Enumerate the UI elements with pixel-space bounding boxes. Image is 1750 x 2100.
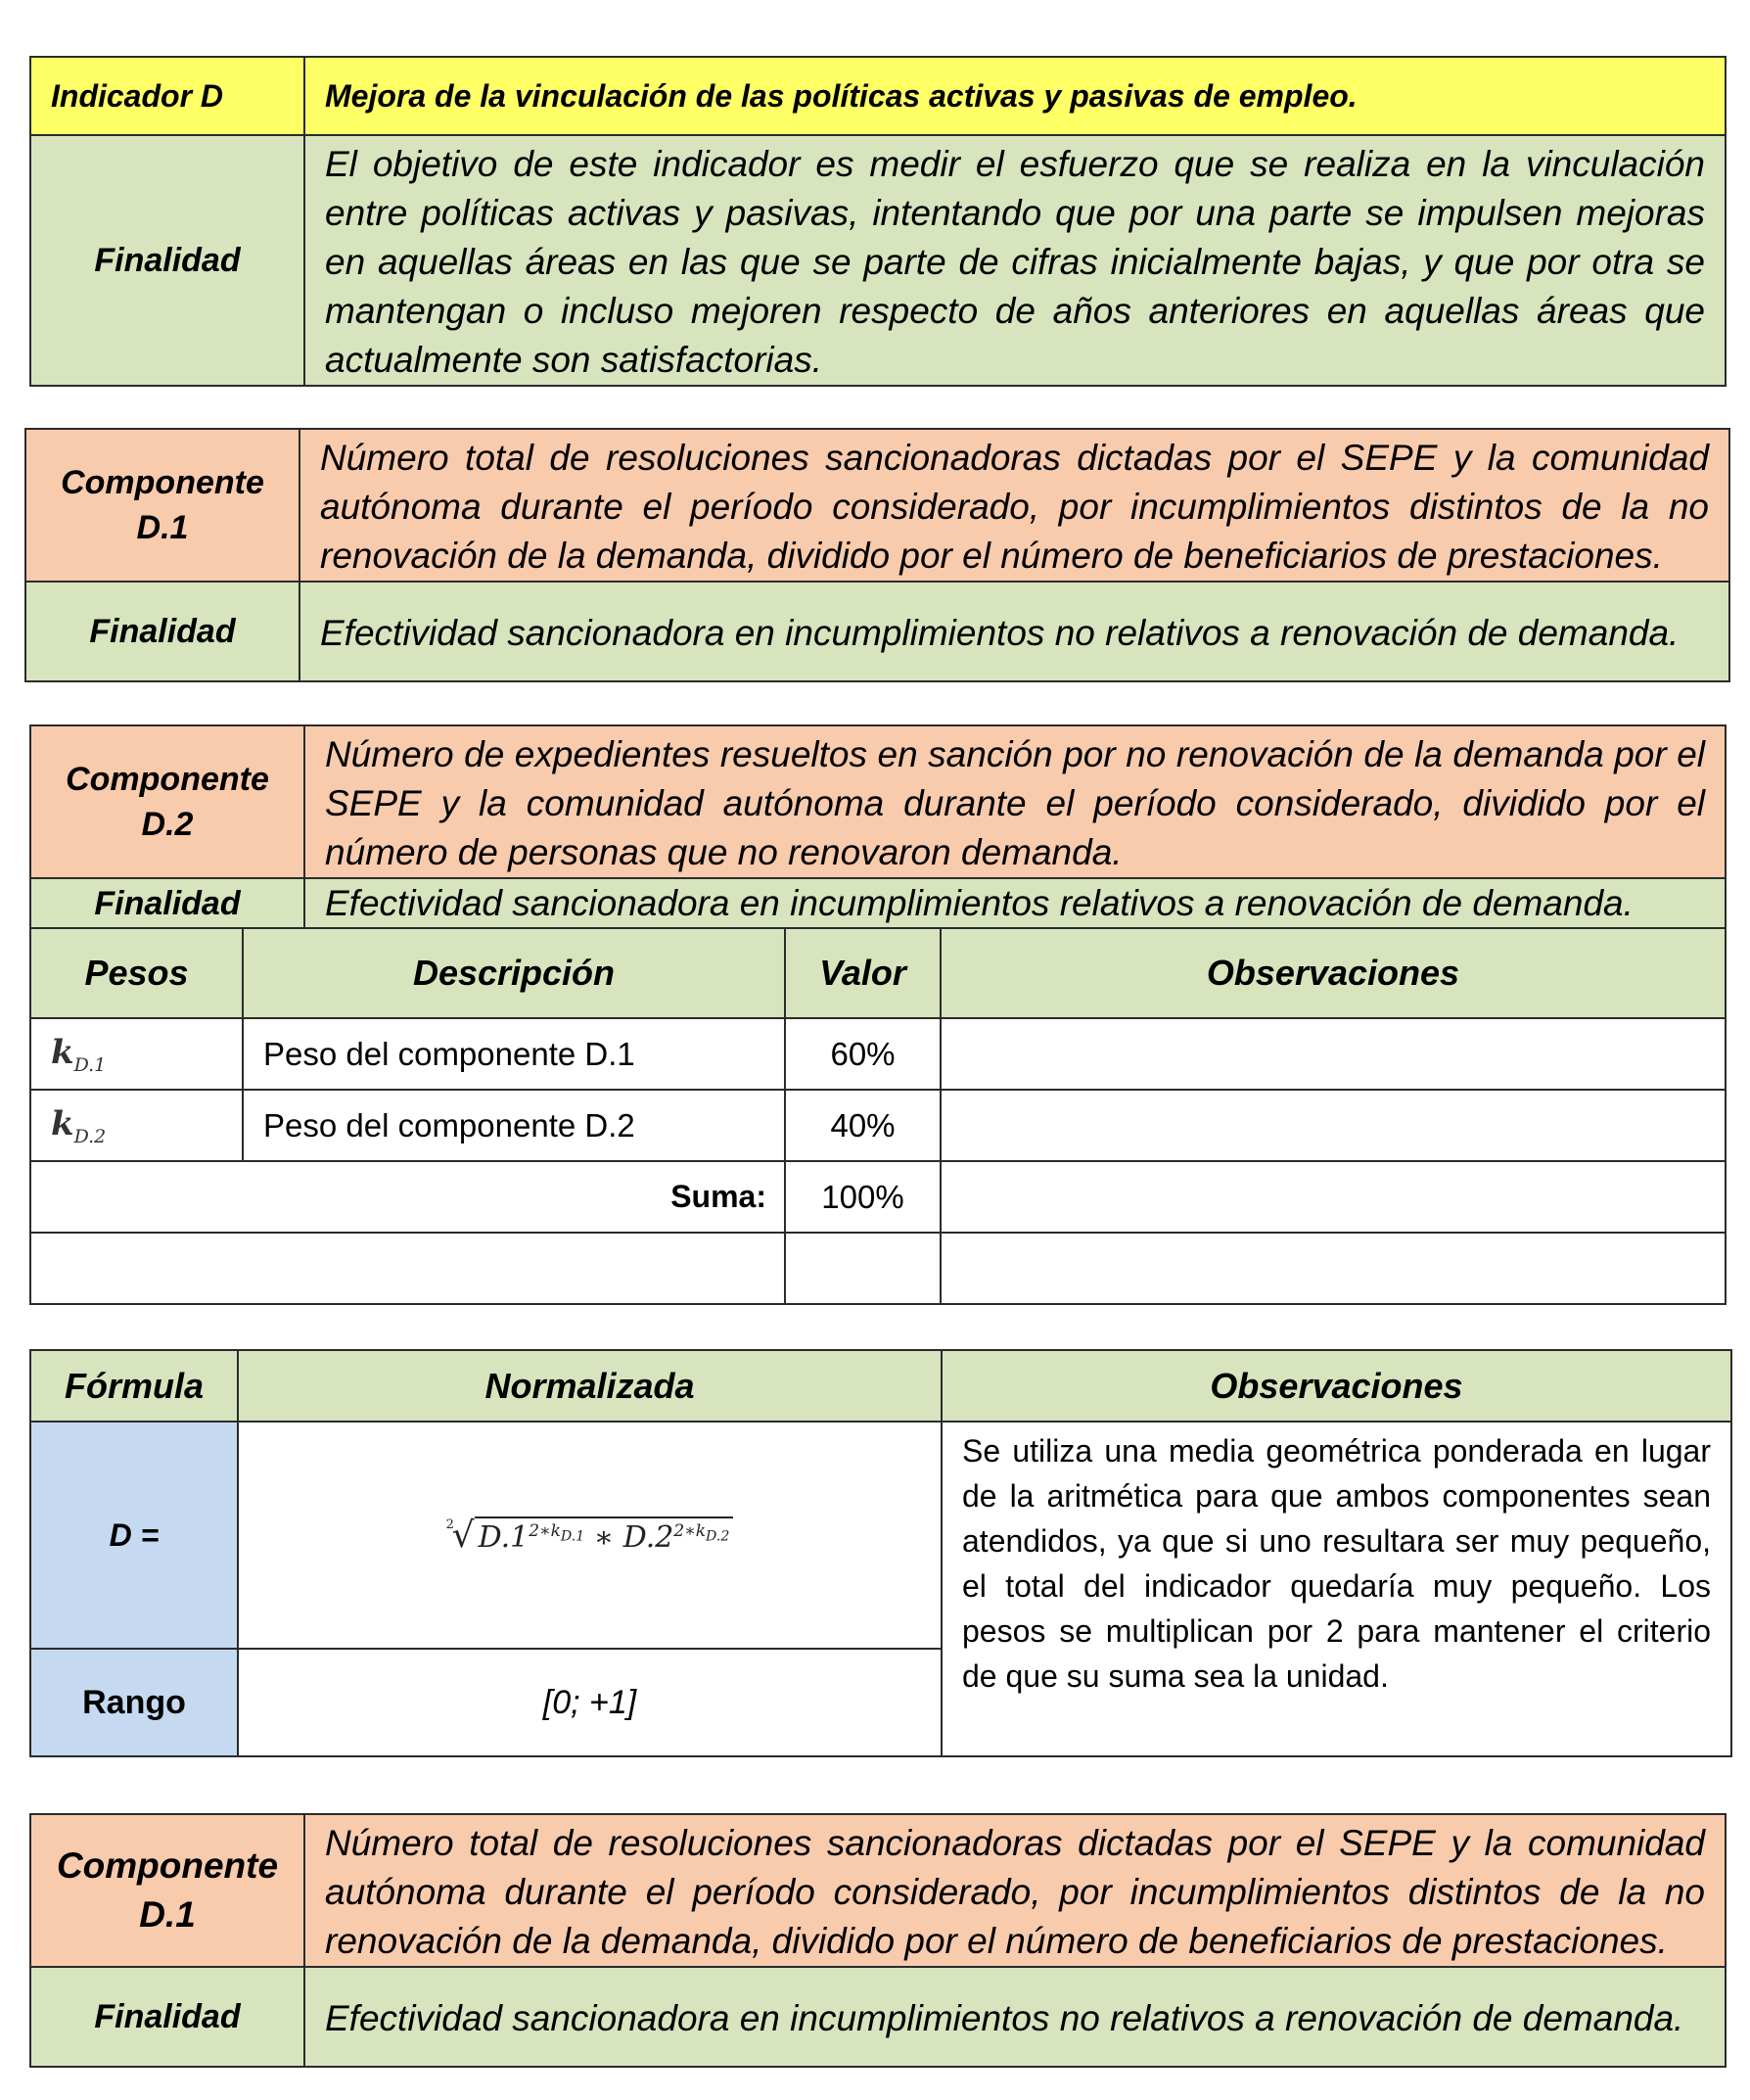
weight-value: 40% — [785, 1090, 941, 1161]
component-d2-purpose-text: Efectividad sancionadora en incumplimientos relativos a renovación de demanda. — [304, 878, 1726, 929]
component-d1-bottom-purpose-label: Finalidad — [30, 1967, 304, 2067]
weights-header-descripcion: Descripción — [243, 928, 785, 1018]
component-d1-bottom-text: Número total de resoluciones sancionadoras dictadas por el SEPE y la comunidad autónoma durante el período considerado, por incumplimientos distintos de la no renovación de la demanda, dividido por el número de beneficiarios de prestaciones. — [304, 1814, 1726, 1967]
component-label-line2: D.1 — [136, 509, 189, 546]
component-label-line1: Componente — [66, 761, 269, 798]
component-d1-bottom-label — [30, 1814, 304, 1967]
component-d1-top-text: Número total de resoluciones sancionadoras dictadas por el SEPE y la comunidad autónoma durante el período considerado, por incumplimientos distintos de la no renovación de la demanda, dividido por el número de beneficiarios de prestaciones. — [299, 429, 1729, 582]
indicator-purpose-label: Finalidad — [30, 135, 304, 386]
weights-table — [29, 927, 1727, 1305]
indicator-label: Indicador D — [30, 57, 304, 135]
component-d1-top-purpose-label: Finalidad — [25, 582, 299, 681]
indicator-purpose-text: El objetivo de este indicador es medir el esfuerzo que se realiza en la vinculación entre políticas activas y pasivas, intentando que por una parte se impulsen mejoras en aquellas áreas en las que se parte de cifras inicialmente bajas, y que por otra se mantengan o incluso mejoren respecto de años anteriores en aquellas áreas que actualmente son satisfactorias. — [304, 135, 1726, 386]
table-row — [30, 1018, 1726, 1090]
component-d1-bottom-purpose-text: Efectividad sancionadora en incumplimientos no relativos a renovación de demanda. — [304, 1967, 1726, 2067]
formula-header-normalizada: Normalizada — [238, 1350, 942, 1422]
radical-icon: √ — [451, 1515, 475, 1556]
component-d2-table — [29, 724, 1727, 930]
component-label-line1: Componente — [56, 1845, 279, 1886]
range-value: [0; +1] — [238, 1649, 942, 1756]
empty-row — [30, 1233, 1726, 1304]
formula-header-formula: Fórmula — [30, 1350, 238, 1422]
weight-symbol-kd2: $k_{D.2}$ — [30, 1090, 243, 1161]
sum-label: Suma: — [30, 1161, 785, 1233]
component-d1-top-table — [24, 428, 1730, 682]
geometric-mean-formula: 2 √ $D.1^{2∗k_{D.1}}$ ∗ $D.2^{2∗k_{D.2}}$ — [446, 1516, 734, 1556]
weight-description: Peso del componente D.2 — [243, 1090, 785, 1161]
formula-expression — [238, 1422, 942, 1649]
component-label-line2: D.2 — [141, 806, 194, 843]
component-d2-label — [30, 725, 304, 878]
component-d2-text: Número de expedientes resueltos en sanción por no renovación de la demanda por el SEPE y la comunidad autónoma durante el período considerado, dividido por el número de personas que no renovaron demanda. — [304, 725, 1726, 878]
formula-table — [29, 1349, 1732, 1757]
sum-notes — [941, 1161, 1726, 1233]
weight-value: 60% — [785, 1018, 941, 1090]
range-label: Rango — [30, 1649, 238, 1756]
component-d1-bottom-table — [29, 1813, 1727, 2068]
formula-d-label: D = — [30, 1422, 238, 1649]
indicator-table — [29, 56, 1727, 387]
weight-notes — [941, 1018, 1726, 1090]
empty-cell — [785, 1233, 941, 1304]
weights-header-observaciones: Observaciones — [941, 928, 1726, 1018]
weight-description: Peso del componente D.1 — [243, 1018, 785, 1090]
formula-notes: Se utiliza una media geométrica ponderada en lugar de la aritmética para que ambos componentes sean atendidos, ya que si uno resultara ser muy pequeño, el total del indicador quedaría muy pequeño. Los pesos se multiplican por 2 para mantener el criterio de que su suma sea la unidad. — [942, 1422, 1731, 1756]
sum-row — [30, 1161, 1726, 1233]
component-d1-top-label — [25, 429, 299, 582]
empty-cell — [941, 1233, 1726, 1304]
weights-header-valor: Valor — [785, 928, 941, 1018]
component-label-line2: D.1 — [139, 1894, 196, 1935]
formula-header-observaciones: Observaciones — [942, 1350, 1731, 1422]
weight-notes — [941, 1090, 1726, 1161]
table-row — [30, 1090, 1726, 1161]
weight-symbol-kd1: $k_{D.1}$ — [30, 1018, 243, 1090]
component-d2-purpose-label: Finalidad — [30, 878, 304, 929]
weights-header-pesos: Pesos — [30, 928, 243, 1018]
indicator-title: Mejora de la vinculación de las políticas activas y pasivas de empleo. — [304, 57, 1726, 135]
sum-value: 100% — [785, 1161, 941, 1233]
component-d1-top-purpose-text: Efectividad sancionadora en incumplimientos no relativos a renovación de demanda. — [299, 582, 1729, 681]
component-label-line1: Componente — [61, 464, 264, 501]
empty-cell — [30, 1233, 785, 1304]
